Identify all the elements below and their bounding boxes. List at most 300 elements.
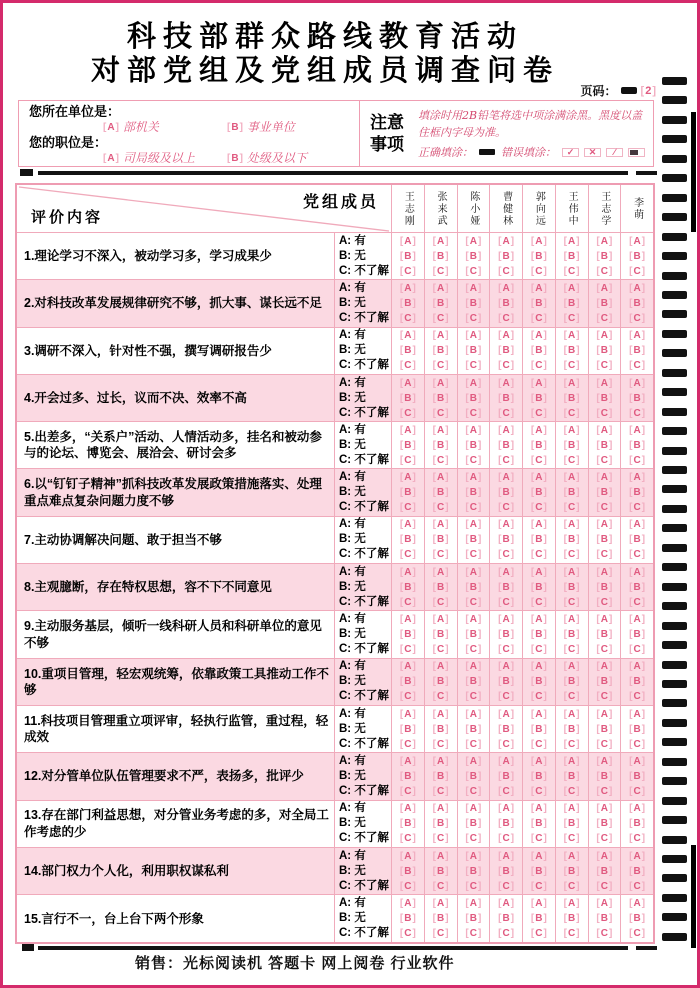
answer-bubble-B[interactable] bbox=[629, 580, 645, 595]
answer-bubble-B[interactable] bbox=[498, 769, 514, 784]
answer-bubble-A[interactable] bbox=[433, 754, 449, 769]
answer-bubble-C[interactable] bbox=[564, 642, 580, 657]
answer-bubble-A[interactable] bbox=[400, 754, 416, 769]
answer-bubble-C[interactable] bbox=[564, 547, 580, 562]
answer-bubble-B[interactable] bbox=[433, 249, 449, 264]
option-bubble-B[interactable] bbox=[227, 151, 243, 166]
answer-bubble-B[interactable] bbox=[465, 391, 481, 406]
answer-bubble-A[interactable] bbox=[531, 754, 547, 769]
answer-bubble-A[interactable] bbox=[531, 849, 547, 864]
answer-bubble-C[interactable] bbox=[400, 595, 416, 610]
answer-bubble-C[interactable] bbox=[433, 453, 449, 468]
answer-bubble-C[interactable] bbox=[596, 831, 612, 846]
option-A[interactable] bbox=[103, 151, 227, 166]
answer-bubble-B[interactable] bbox=[498, 911, 514, 926]
answer-bubble-C[interactable] bbox=[400, 311, 416, 326]
answer-bubble-A[interactable] bbox=[433, 659, 449, 674]
answer-bubble-A[interactable] bbox=[465, 896, 481, 911]
answer-bubble-A[interactable] bbox=[596, 234, 612, 249]
answer-bubble-A[interactable] bbox=[433, 849, 449, 864]
answer-bubble-B[interactable] bbox=[629, 485, 645, 500]
answer-bubble-A[interactable] bbox=[564, 281, 580, 296]
answer-bubble-C[interactable] bbox=[629, 737, 645, 752]
answer-bubble-C[interactable] bbox=[465, 879, 481, 894]
answer-bubble-B[interactable] bbox=[596, 864, 612, 879]
answer-bubble-B[interactable] bbox=[564, 674, 580, 689]
answer-bubble-B[interactable] bbox=[498, 391, 514, 406]
answer-bubble-B[interactable] bbox=[629, 816, 645, 831]
answer-bubble-C[interactable] bbox=[400, 689, 416, 704]
answer-bubble-B[interactable] bbox=[498, 438, 514, 453]
option-B[interactable] bbox=[227, 151, 351, 166]
answer-bubble-B[interactable] bbox=[531, 391, 547, 406]
answer-bubble-A[interactable] bbox=[531, 470, 547, 485]
answer-bubble-B[interactable] bbox=[564, 343, 580, 358]
answer-bubble-A[interactable] bbox=[433, 423, 449, 438]
answer-bubble-B[interactable] bbox=[465, 674, 481, 689]
answer-bubble-A[interactable] bbox=[564, 659, 580, 674]
answer-bubble-A[interactable] bbox=[400, 517, 416, 532]
answer-bubble-B[interactable] bbox=[433, 296, 449, 311]
answer-bubble-B[interactable] bbox=[596, 343, 612, 358]
answer-bubble-B[interactable] bbox=[498, 864, 514, 879]
answer-bubble-A[interactable] bbox=[465, 707, 481, 722]
answer-bubble-B[interactable] bbox=[629, 343, 645, 358]
answer-bubble-B[interactable] bbox=[531, 769, 547, 784]
answer-bubble-A[interactable] bbox=[400, 896, 416, 911]
answer-bubble-C[interactable] bbox=[564, 784, 580, 799]
answer-bubble-C[interactable] bbox=[400, 642, 416, 657]
answer-bubble-B[interactable] bbox=[400, 769, 416, 784]
answer-bubble-A[interactable] bbox=[400, 801, 416, 816]
answer-bubble-C[interactable] bbox=[596, 453, 612, 468]
answer-bubble-B[interactable] bbox=[433, 438, 449, 453]
answer-bubble-B[interactable] bbox=[498, 532, 514, 547]
answer-bubble-C[interactable] bbox=[629, 358, 645, 373]
answer-bubble-C[interactable] bbox=[433, 311, 449, 326]
answer-bubble-C[interactable] bbox=[564, 406, 580, 421]
answer-bubble-B[interactable] bbox=[433, 391, 449, 406]
answer-bubble-C[interactable] bbox=[498, 831, 514, 846]
answer-bubble-C[interactable] bbox=[564, 737, 580, 752]
answer-bubble-C[interactable] bbox=[596, 737, 612, 752]
answer-bubble-A[interactable] bbox=[596, 801, 612, 816]
answer-bubble-C[interactable] bbox=[465, 595, 481, 610]
answer-bubble-C[interactable] bbox=[400, 453, 416, 468]
answer-bubble-A[interactable] bbox=[629, 707, 645, 722]
answer-bubble-C[interactable] bbox=[596, 689, 612, 704]
answer-bubble-B[interactable] bbox=[564, 816, 580, 831]
answer-bubble-B[interactable] bbox=[564, 627, 580, 642]
answer-bubble-A[interactable] bbox=[400, 281, 416, 296]
answer-bubble-C[interactable] bbox=[629, 500, 645, 515]
answer-bubble-A[interactable] bbox=[433, 707, 449, 722]
answer-bubble-C[interactable] bbox=[433, 784, 449, 799]
answer-bubble-B[interactable] bbox=[564, 296, 580, 311]
answer-bubble-C[interactable] bbox=[629, 689, 645, 704]
answer-bubble-A[interactable] bbox=[564, 849, 580, 864]
answer-bubble-B[interactable] bbox=[596, 249, 612, 264]
answer-bubble-A[interactable] bbox=[465, 328, 481, 343]
answer-bubble-B[interactable] bbox=[629, 249, 645, 264]
answer-bubble-A[interactable] bbox=[465, 801, 481, 816]
answer-bubble-C[interactable] bbox=[531, 264, 547, 279]
answer-bubble-A[interactable] bbox=[564, 376, 580, 391]
answer-bubble-A[interactable] bbox=[433, 234, 449, 249]
answer-bubble-A[interactable] bbox=[596, 896, 612, 911]
answer-bubble-B[interactable] bbox=[465, 296, 481, 311]
answer-bubble-A[interactable] bbox=[433, 376, 449, 391]
answer-bubble-A[interactable] bbox=[629, 470, 645, 485]
answer-bubble-C[interactable] bbox=[465, 500, 481, 515]
answer-bubble-A[interactable] bbox=[465, 376, 481, 391]
answer-bubble-A[interactable] bbox=[629, 896, 645, 911]
page1-filled-mark[interactable] bbox=[621, 87, 637, 94]
answer-bubble-C[interactable] bbox=[531, 358, 547, 373]
answer-bubble-C[interactable] bbox=[629, 831, 645, 846]
answer-bubble-B[interactable] bbox=[433, 532, 449, 547]
answer-bubble-B[interactable] bbox=[531, 864, 547, 879]
answer-bubble-C[interactable] bbox=[498, 737, 514, 752]
answer-bubble-C[interactable] bbox=[629, 926, 645, 941]
answer-bubble-A[interactable] bbox=[596, 612, 612, 627]
answer-bubble-A[interactable] bbox=[596, 281, 612, 296]
answer-bubble-A[interactable] bbox=[629, 423, 645, 438]
answer-bubble-C[interactable] bbox=[433, 547, 449, 562]
answer-bubble-A[interactable] bbox=[498, 376, 514, 391]
answer-bubble-A[interactable] bbox=[465, 517, 481, 532]
answer-bubble-C[interactable] bbox=[596, 358, 612, 373]
answer-bubble-B[interactable] bbox=[465, 438, 481, 453]
answer-bubble-B[interactable] bbox=[629, 674, 645, 689]
answer-bubble-B[interactable] bbox=[498, 627, 514, 642]
answer-bubble-A[interactable] bbox=[498, 896, 514, 911]
answer-bubble-B[interactable] bbox=[498, 343, 514, 358]
answer-bubble-B[interactable] bbox=[531, 296, 547, 311]
answer-bubble-C[interactable] bbox=[465, 358, 481, 373]
answer-bubble-B[interactable] bbox=[629, 769, 645, 784]
answer-bubble-A[interactable] bbox=[531, 659, 547, 674]
answer-bubble-B[interactable] bbox=[629, 391, 645, 406]
answer-bubble-A[interactable] bbox=[596, 376, 612, 391]
answer-bubble-A[interactable] bbox=[400, 849, 416, 864]
answer-bubble-C[interactable] bbox=[465, 831, 481, 846]
answer-bubble-A[interactable] bbox=[564, 896, 580, 911]
answer-bubble-A[interactable] bbox=[564, 423, 580, 438]
answer-bubble-C[interactable] bbox=[531, 737, 547, 752]
answer-bubble-A[interactable] bbox=[400, 470, 416, 485]
answer-bubble-B[interactable] bbox=[596, 674, 612, 689]
answer-bubble-C[interactable] bbox=[564, 358, 580, 373]
answer-bubble-C[interactable] bbox=[465, 737, 481, 752]
answer-bubble-A[interactable] bbox=[433, 565, 449, 580]
answer-bubble-C[interactable] bbox=[531, 453, 547, 468]
answer-bubble-C[interactable] bbox=[564, 500, 580, 515]
answer-bubble-C[interactable] bbox=[564, 689, 580, 704]
answer-bubble-B[interactable] bbox=[564, 580, 580, 595]
answer-bubble-A[interactable] bbox=[465, 281, 481, 296]
answer-bubble-B[interactable] bbox=[498, 580, 514, 595]
answer-bubble-B[interactable] bbox=[629, 296, 645, 311]
answer-bubble-B[interactable] bbox=[596, 769, 612, 784]
answer-bubble-B[interactable] bbox=[465, 580, 481, 595]
answer-bubble-C[interactable] bbox=[629, 642, 645, 657]
answer-bubble-C[interactable] bbox=[400, 406, 416, 421]
answer-bubble-C[interactable] bbox=[564, 453, 580, 468]
answer-bubble-A[interactable] bbox=[531, 565, 547, 580]
answer-bubble-A[interactable] bbox=[531, 896, 547, 911]
answer-bubble-A[interactable] bbox=[629, 517, 645, 532]
answer-bubble-A[interactable] bbox=[433, 801, 449, 816]
answer-bubble-A[interactable] bbox=[531, 234, 547, 249]
answer-bubble-A[interactable] bbox=[498, 754, 514, 769]
answer-bubble-B[interactable] bbox=[564, 864, 580, 879]
answer-bubble-B[interactable] bbox=[465, 769, 481, 784]
answer-bubble-C[interactable] bbox=[498, 453, 514, 468]
answer-bubble-C[interactable] bbox=[498, 547, 514, 562]
answer-bubble-C[interactable] bbox=[596, 926, 612, 941]
answer-bubble-C[interactable] bbox=[498, 311, 514, 326]
answer-bubble-C[interactable] bbox=[531, 547, 547, 562]
answer-bubble-A[interactable] bbox=[629, 376, 645, 391]
answer-bubble-B[interactable] bbox=[433, 864, 449, 879]
answer-bubble-B[interactable] bbox=[596, 722, 612, 737]
answer-bubble-B[interactable] bbox=[433, 816, 449, 831]
answer-bubble-C[interactable] bbox=[629, 406, 645, 421]
answer-bubble-C[interactable] bbox=[629, 264, 645, 279]
answer-bubble-A[interactable] bbox=[629, 659, 645, 674]
answer-bubble-C[interactable] bbox=[498, 926, 514, 941]
answer-bubble-C[interactable] bbox=[433, 737, 449, 752]
answer-bubble-C[interactable] bbox=[596, 547, 612, 562]
answer-bubble-B[interactable] bbox=[400, 343, 416, 358]
answer-bubble-A[interactable] bbox=[433, 517, 449, 532]
answer-bubble-B[interactable] bbox=[531, 722, 547, 737]
answer-bubble-C[interactable] bbox=[498, 406, 514, 421]
answer-bubble-B[interactable] bbox=[596, 438, 612, 453]
answer-bubble-A[interactable] bbox=[596, 849, 612, 864]
answer-bubble-A[interactable] bbox=[498, 234, 514, 249]
answer-bubble-A[interactable] bbox=[433, 612, 449, 627]
answer-bubble-B[interactable] bbox=[564, 438, 580, 453]
answer-bubble-A[interactable] bbox=[564, 234, 580, 249]
answer-bubble-B[interactable] bbox=[465, 532, 481, 547]
answer-bubble-B[interactable] bbox=[596, 816, 612, 831]
answer-bubble-B[interactable] bbox=[596, 627, 612, 642]
answer-bubble-B[interactable] bbox=[400, 722, 416, 737]
answer-bubble-B[interactable] bbox=[465, 911, 481, 926]
answer-bubble-A[interactable] bbox=[564, 707, 580, 722]
answer-bubble-A[interactable] bbox=[564, 470, 580, 485]
answer-bubble-A[interactable] bbox=[465, 754, 481, 769]
answer-bubble-A[interactable] bbox=[498, 707, 514, 722]
answer-bubble-A[interactable] bbox=[596, 659, 612, 674]
answer-bubble-C[interactable] bbox=[629, 784, 645, 799]
answer-bubble-B[interactable] bbox=[433, 722, 449, 737]
answer-bubble-A[interactable] bbox=[564, 517, 580, 532]
answer-bubble-C[interactable] bbox=[596, 406, 612, 421]
answer-bubble-C[interactable] bbox=[433, 926, 449, 941]
answer-bubble-A[interactable] bbox=[400, 707, 416, 722]
answer-bubble-C[interactable] bbox=[564, 264, 580, 279]
answer-bubble-B[interactable] bbox=[400, 485, 416, 500]
answer-bubble-B[interactable] bbox=[531, 249, 547, 264]
answer-bubble-B[interactable] bbox=[400, 391, 416, 406]
answer-bubble-C[interactable] bbox=[400, 264, 416, 279]
answer-bubble-B[interactable] bbox=[564, 532, 580, 547]
answer-bubble-A[interactable] bbox=[629, 234, 645, 249]
answer-bubble-A[interactable] bbox=[629, 849, 645, 864]
answer-bubble-C[interactable] bbox=[400, 737, 416, 752]
answer-bubble-B[interactable] bbox=[531, 674, 547, 689]
answer-bubble-B[interactable] bbox=[433, 580, 449, 595]
answer-bubble-C[interactable] bbox=[629, 595, 645, 610]
answer-bubble-B[interactable] bbox=[498, 816, 514, 831]
answer-bubble-B[interactable] bbox=[400, 249, 416, 264]
answer-bubble-C[interactable] bbox=[498, 264, 514, 279]
answer-bubble-B[interactable] bbox=[531, 816, 547, 831]
answer-bubble-B[interactable] bbox=[629, 627, 645, 642]
answer-bubble-A[interactable] bbox=[531, 281, 547, 296]
answer-bubble-B[interactable] bbox=[531, 911, 547, 926]
answer-bubble-A[interactable] bbox=[498, 801, 514, 816]
answer-bubble-C[interactable] bbox=[400, 784, 416, 799]
answer-bubble-B[interactable] bbox=[564, 769, 580, 784]
answer-bubble-C[interactable] bbox=[433, 264, 449, 279]
answer-bubble-A[interactable] bbox=[498, 849, 514, 864]
answer-bubble-C[interactable] bbox=[564, 926, 580, 941]
answer-bubble-C[interactable] bbox=[433, 500, 449, 515]
answer-bubble-A[interactable] bbox=[498, 281, 514, 296]
answer-bubble-C[interactable] bbox=[465, 406, 481, 421]
answer-bubble-A[interactable] bbox=[400, 423, 416, 438]
answer-bubble-B[interactable] bbox=[564, 722, 580, 737]
answer-bubble-A[interactable] bbox=[433, 328, 449, 343]
answer-bubble-B[interactable] bbox=[498, 296, 514, 311]
answer-bubble-A[interactable] bbox=[596, 470, 612, 485]
answer-bubble-C[interactable] bbox=[531, 500, 547, 515]
answer-bubble-A[interactable] bbox=[465, 565, 481, 580]
answer-bubble-C[interactable] bbox=[465, 926, 481, 941]
answer-bubble-A[interactable] bbox=[596, 565, 612, 580]
answer-bubble-B[interactable] bbox=[433, 627, 449, 642]
answer-bubble-A[interactable] bbox=[400, 565, 416, 580]
answer-bubble-A[interactable] bbox=[433, 896, 449, 911]
answer-bubble-C[interactable] bbox=[433, 595, 449, 610]
answer-bubble-B[interactable] bbox=[596, 391, 612, 406]
option-bubble-B[interactable] bbox=[227, 120, 243, 135]
answer-bubble-B[interactable] bbox=[465, 249, 481, 264]
answer-bubble-B[interactable] bbox=[400, 864, 416, 879]
answer-bubble-C[interactable] bbox=[498, 500, 514, 515]
answer-bubble-A[interactable] bbox=[531, 376, 547, 391]
answer-bubble-C[interactable] bbox=[498, 784, 514, 799]
answer-bubble-B[interactable] bbox=[433, 485, 449, 500]
answer-bubble-B[interactable] bbox=[400, 580, 416, 595]
answer-bubble-B[interactable] bbox=[564, 249, 580, 264]
answer-bubble-B[interactable] bbox=[629, 532, 645, 547]
answer-bubble-B[interactable] bbox=[531, 438, 547, 453]
answer-bubble-C[interactable] bbox=[498, 689, 514, 704]
answer-bubble-A[interactable] bbox=[400, 328, 416, 343]
answer-bubble-A[interactable] bbox=[400, 612, 416, 627]
answer-bubble-B[interactable] bbox=[400, 674, 416, 689]
answer-bubble-B[interactable] bbox=[596, 485, 612, 500]
answer-bubble-A[interactable] bbox=[498, 517, 514, 532]
answer-bubble-B[interactable] bbox=[498, 485, 514, 500]
answer-bubble-A[interactable] bbox=[596, 328, 612, 343]
answer-bubble-A[interactable] bbox=[531, 707, 547, 722]
answer-bubble-C[interactable] bbox=[400, 500, 416, 515]
answer-bubble-C[interactable] bbox=[400, 879, 416, 894]
answer-bubble-C[interactable] bbox=[531, 595, 547, 610]
answer-bubble-C[interactable] bbox=[433, 642, 449, 657]
answer-bubble-C[interactable] bbox=[629, 547, 645, 562]
answer-bubble-A[interactable] bbox=[531, 801, 547, 816]
answer-bubble-A[interactable] bbox=[465, 849, 481, 864]
answer-bubble-B[interactable] bbox=[465, 722, 481, 737]
answer-bubble-B[interactable] bbox=[531, 485, 547, 500]
answer-bubble-C[interactable] bbox=[498, 595, 514, 610]
answer-bubble-C[interactable] bbox=[531, 879, 547, 894]
answer-bubble-A[interactable] bbox=[629, 328, 645, 343]
answer-bubble-C[interactable] bbox=[465, 311, 481, 326]
answer-bubble-A[interactable] bbox=[596, 423, 612, 438]
answer-bubble-B[interactable] bbox=[596, 532, 612, 547]
answer-bubble-C[interactable] bbox=[531, 784, 547, 799]
answer-bubble-A[interactable] bbox=[564, 801, 580, 816]
answer-bubble-A[interactable] bbox=[465, 612, 481, 627]
answer-bubble-C[interactable] bbox=[596, 595, 612, 610]
answer-bubble-B[interactable] bbox=[564, 391, 580, 406]
answer-bubble-A[interactable] bbox=[531, 517, 547, 532]
answer-bubble-A[interactable] bbox=[629, 281, 645, 296]
answer-bubble-A[interactable] bbox=[564, 328, 580, 343]
answer-bubble-B[interactable] bbox=[465, 816, 481, 831]
option-bubble-A[interactable] bbox=[103, 151, 119, 166]
answer-bubble-A[interactable] bbox=[465, 234, 481, 249]
answer-bubble-B[interactable] bbox=[564, 911, 580, 926]
answer-bubble-B[interactable] bbox=[531, 343, 547, 358]
answer-bubble-B[interactable] bbox=[564, 485, 580, 500]
answer-bubble-B[interactable] bbox=[629, 864, 645, 879]
answer-bubble-B[interactable] bbox=[465, 343, 481, 358]
answer-bubble-B[interactable] bbox=[596, 296, 612, 311]
answer-bubble-A[interactable] bbox=[531, 328, 547, 343]
answer-bubble-A[interactable] bbox=[596, 517, 612, 532]
answer-bubble-B[interactable] bbox=[531, 532, 547, 547]
answer-bubble-C[interactable] bbox=[465, 453, 481, 468]
answer-bubble-B[interactable] bbox=[400, 911, 416, 926]
answer-bubble-C[interactable] bbox=[596, 642, 612, 657]
answer-bubble-B[interactable] bbox=[531, 627, 547, 642]
answer-bubble-C[interactable] bbox=[498, 358, 514, 373]
answer-bubble-B[interactable] bbox=[433, 343, 449, 358]
answer-bubble-C[interactable] bbox=[433, 406, 449, 421]
answer-bubble-C[interactable] bbox=[629, 879, 645, 894]
answer-bubble-A[interactable] bbox=[433, 470, 449, 485]
answer-bubble-C[interactable] bbox=[465, 264, 481, 279]
answer-bubble-A[interactable] bbox=[498, 328, 514, 343]
answer-bubble-A[interactable] bbox=[498, 565, 514, 580]
answer-bubble-B[interactable] bbox=[433, 674, 449, 689]
answer-bubble-A[interactable] bbox=[465, 423, 481, 438]
option-B[interactable] bbox=[227, 120, 351, 135]
answer-bubble-B[interactable] bbox=[629, 438, 645, 453]
answer-bubble-A[interactable] bbox=[465, 470, 481, 485]
option-A[interactable] bbox=[103, 120, 227, 135]
answer-bubble-C[interactable] bbox=[400, 926, 416, 941]
